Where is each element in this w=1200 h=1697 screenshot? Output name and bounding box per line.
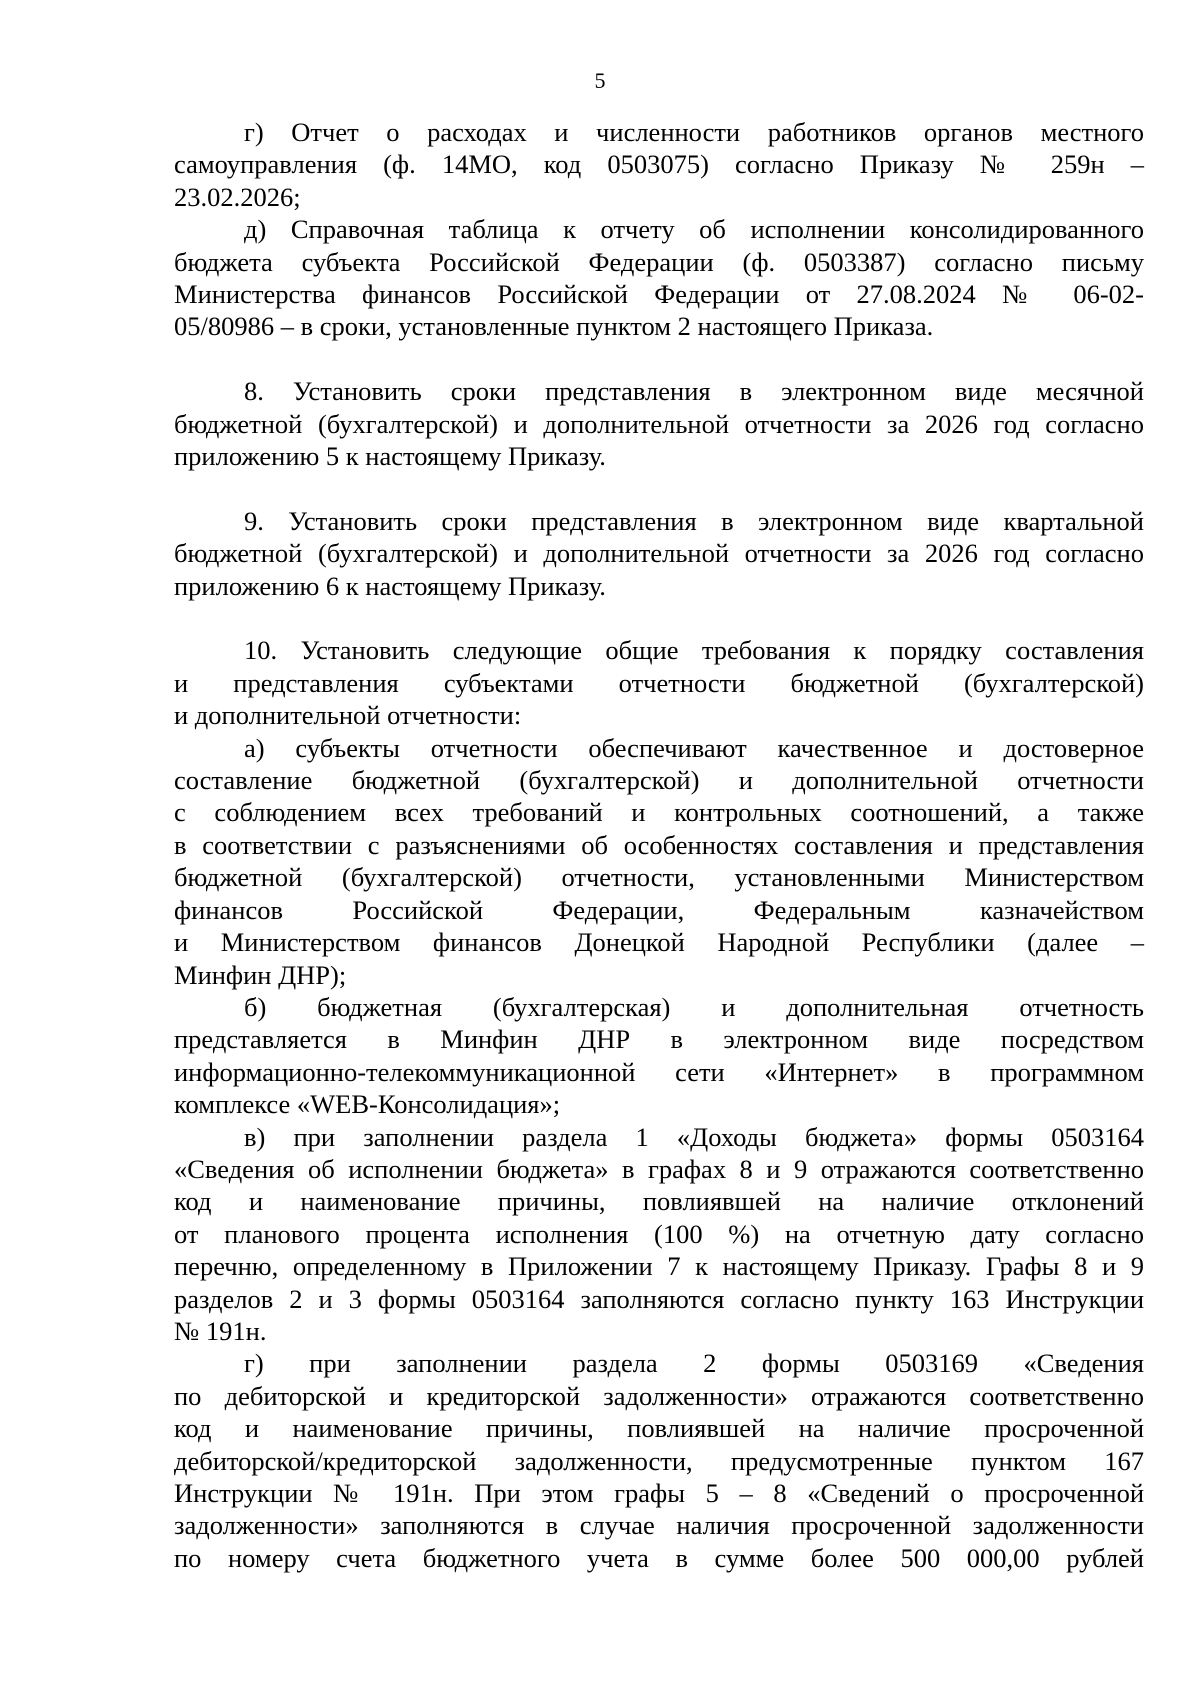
text-line: Инструкции № 191н. При этом графы 5 – 8 «Сведений о просроченной [174,1478,1144,1509]
text-line: бюджетной (бухгалтерской) отчетности, установленными Министерством [174,862,1144,893]
text-line: № 191н. [174,1315,267,1346]
text-line: по дебиторской и кредиторской задолженности» отражаются соответственно [174,1380,1144,1411]
paragraph-gap [174,343,1144,375]
text-line: Минфин ДНР); [174,959,347,990]
text-line: 10. Установить следующие общие требования к порядку составления [244,635,1144,666]
text-line: а) субъекты отчетности обеспечивают качественное и достоверное [244,732,1144,763]
text-line: перечню, определенному в Приложении 7 к настоящему Приказу. Графы 8 и 9 [174,1251,1144,1282]
document-body [174,116,1144,1574]
text-line: и дополнительной отчетности: [174,700,522,731]
text-line: код и наименование причины, повлиявшей на наличие просроченной [174,1413,1144,1444]
text-line: приложению 6 к настоящему Приказу. [174,570,606,601]
page-number: 5 [594,68,606,93]
text-line: самоуправления (ф. 14МО, код 0503075) согласно Приказу № 259н – [174,149,1144,180]
text-line: информационно-телекоммуникационной сети «Интернет» в программном [174,1056,1144,1087]
text-line: приложению 5 к настоящему Приказу. [174,441,606,472]
text-line: 23.02.2026; [174,181,301,212]
text-line: «Сведения об исполнении бюджета» в графах 8 и 9 отражаются соответственно [174,1153,1144,1184]
paragraph-gap [174,602,1144,634]
text-line: в соответствии с разъяснениями об особенностях составления и представления [174,829,1144,860]
text-line: с соблюдением всех требований и контрольных соотношений, а также [174,797,1144,828]
text-line: составление бюджетной (бухгалтерской) и дополнительной отчетности [174,765,1144,796]
text-line: 9. Установить сроки представления в электронном виде квартальной [244,505,1144,536]
text-line: дебиторской/кредиторской задолженности, предусмотренные пунктом 167 [174,1445,1144,1476]
text-line: комплексе «WEB-Консолидация»; [174,1089,561,1120]
text-line: в) при заполнении раздела 1 «Доходы бюджета» формы 0503164 [244,1121,1144,1152]
text-line: финансов Российской Федерации, Федеральным казначейством [174,894,1144,925]
text-line: и Министерством финансов Донецкой Народной Республики (далее – [174,927,1144,958]
text-line: код и наименование причины, повлиявшей на наличие отклонений [174,1186,1144,1217]
text-line: бюджета субъекта Российской Федерации (ф. 0503387) согласно письму [174,246,1144,277]
text-line: разделов 2 и 3 формы 0503164 заполняются согласно пункту 163 Инструкции [174,1283,1144,1314]
text-line: от планового процента исполнения (100 %) на отчетную дату согласно [174,1218,1144,1249]
text-line: г) Отчет о расходах и численности работников органов местного [244,117,1144,147]
text-line: бюджетной (бухгалтерской) и дополнительной отчетности за 2026 год согласно [174,408,1144,439]
text-line: 8. Установить сроки представления в электронном виде месячной [244,376,1144,407]
text-line: 05/80986 – в сроки, установленные пунктом 2 настоящего Приказа. [174,311,934,342]
text-line: и представления субъектами отчетности бюджетной (бухгалтерской) [174,667,1144,698]
text-line: бюджетной (бухгалтерской) и дополнительной отчетности за 2026 год согласно [174,538,1144,569]
text-line: представляется в Минфин ДНР в электронном виде посредством [174,1024,1144,1055]
text-line: б) бюджетная (бухгалтерская) и дополнительная отчетность [244,991,1144,1022]
paragraph-gap [174,472,1144,504]
text-line: по номеру счета бюджетного учета в сумме более 500 000,00 рублей [174,1542,1144,1573]
text-line: Министерства финансов Российской Федерации от 27.08.2024 № 06-02- [174,279,1144,310]
text-line: г) при заполнении раздела 2 формы 0503169 «Сведения [244,1348,1144,1379]
text-line: д) Справочная таблица к отчету об исполнении консолидированного [244,214,1144,245]
text-line: задолженности» заполняются в случае наличия просроченной задолженности [174,1510,1144,1541]
